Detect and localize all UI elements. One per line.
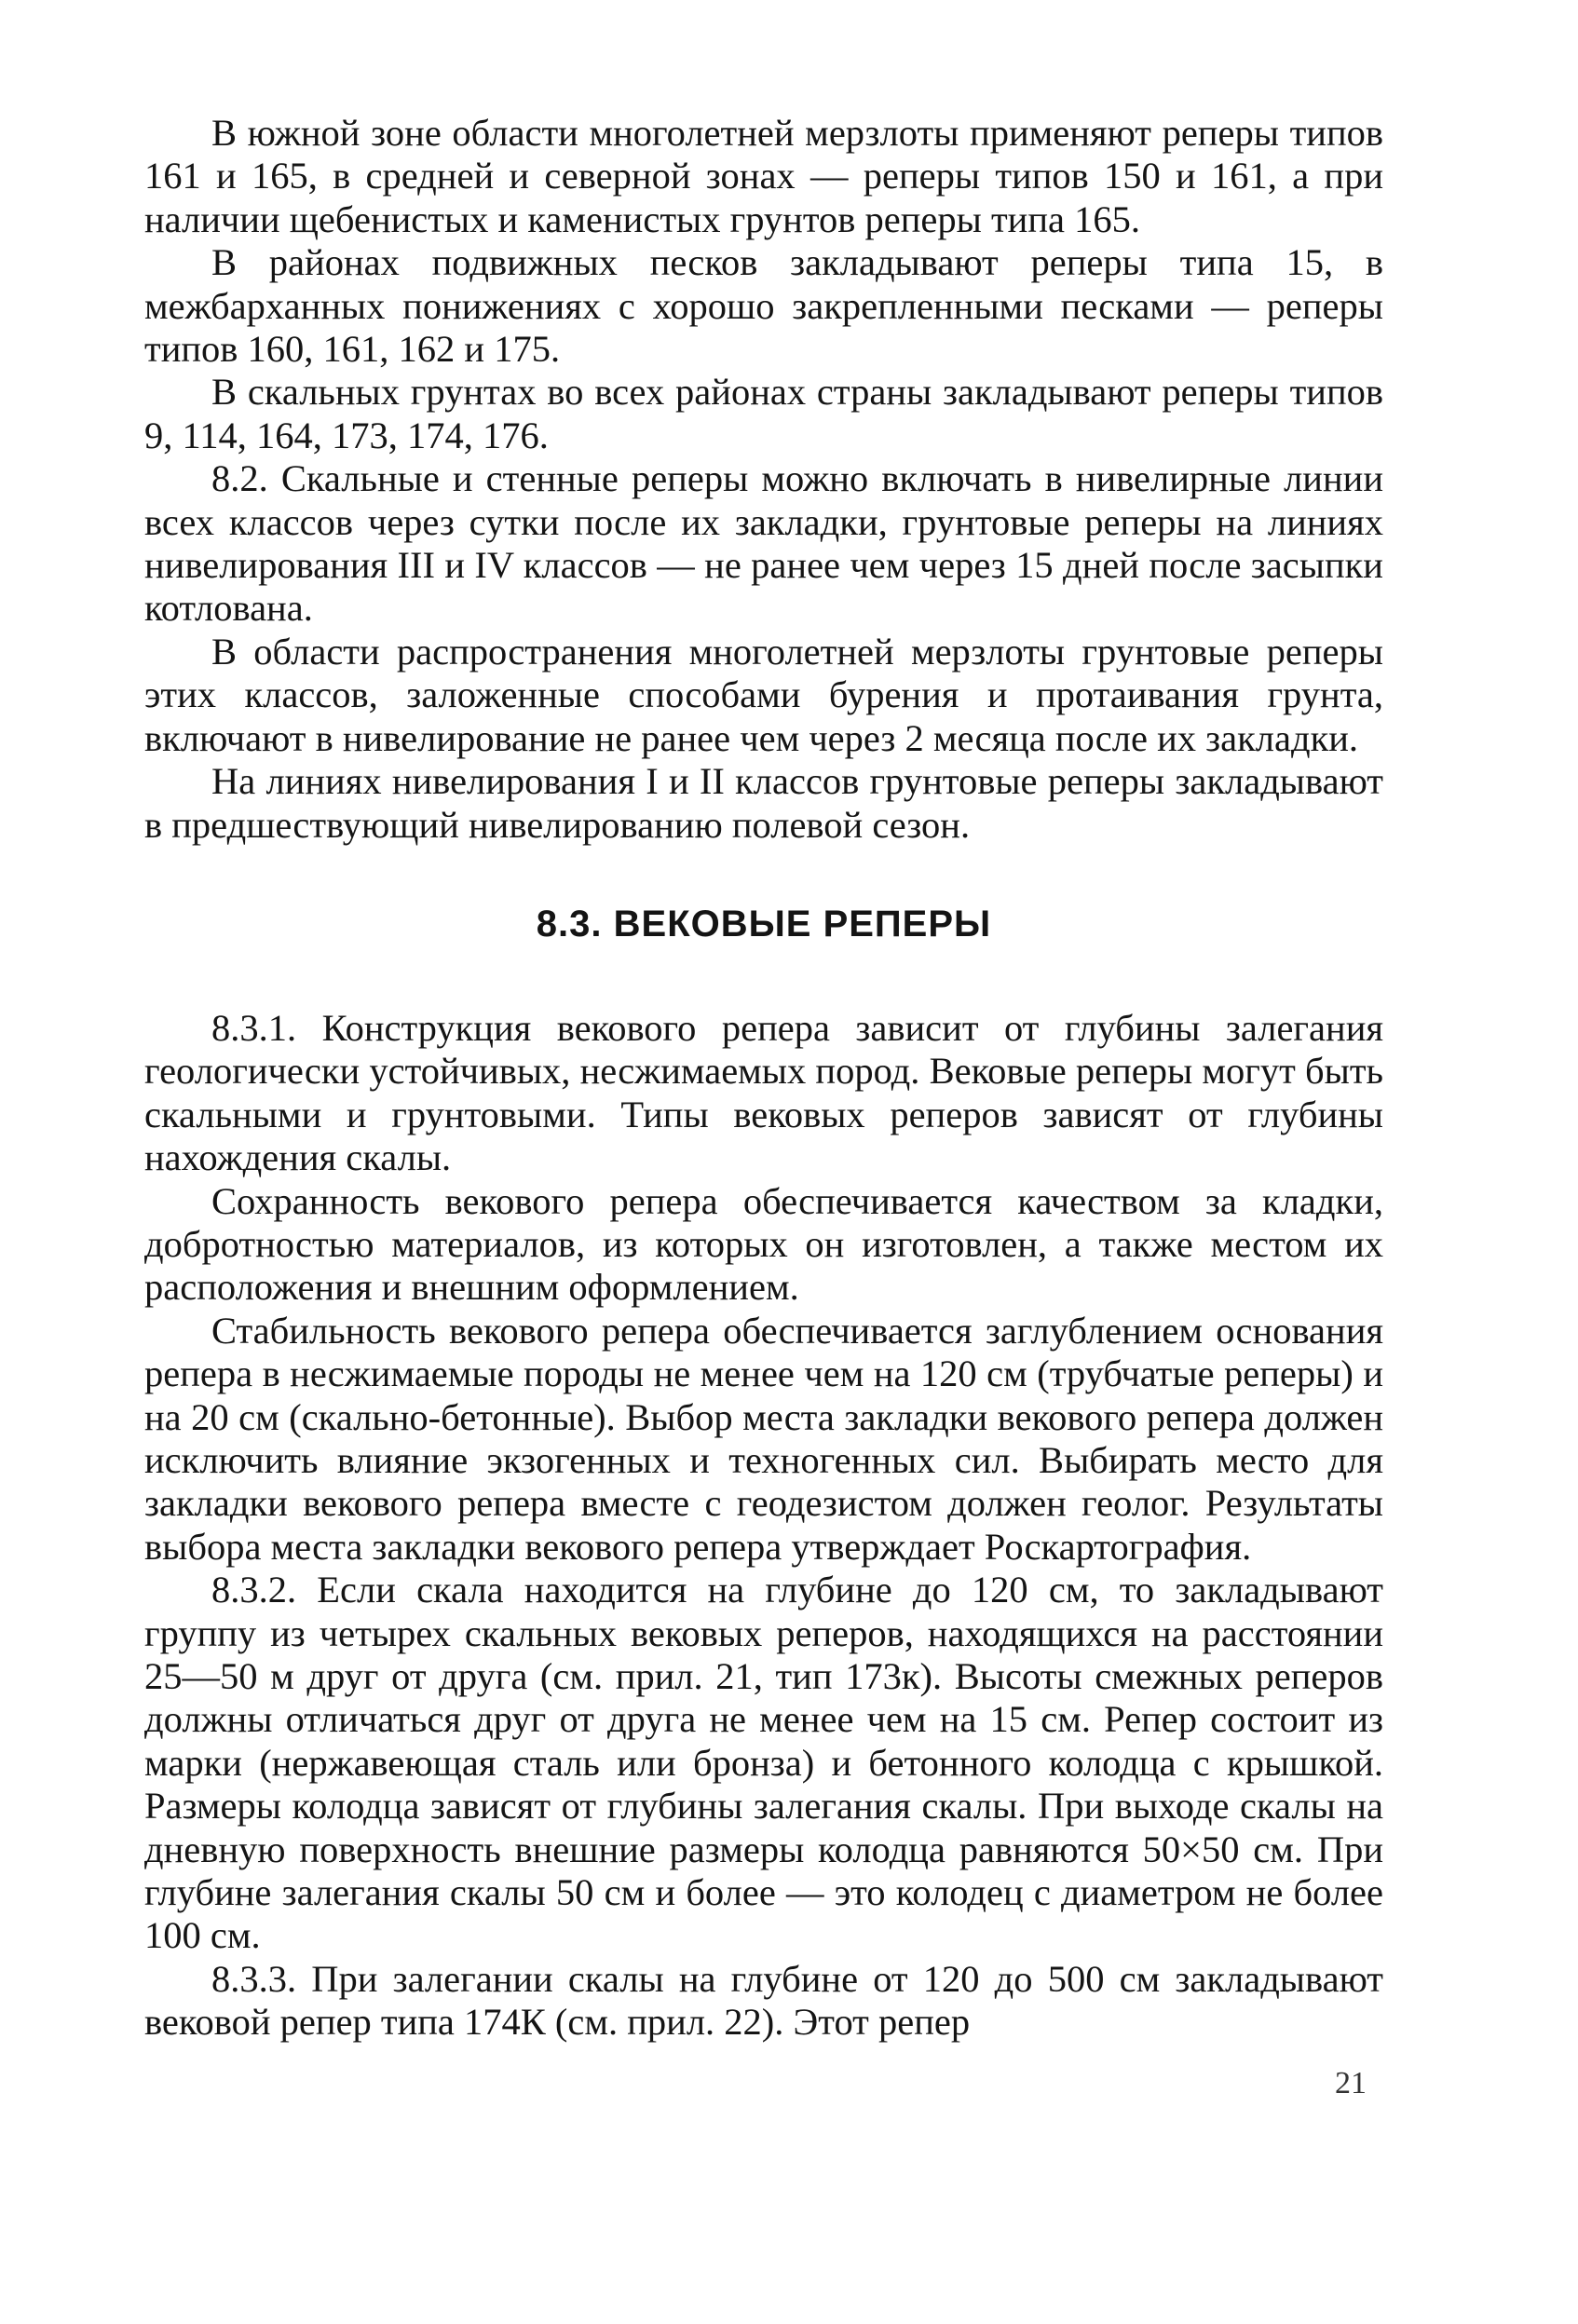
paragraph-rocky-soils: В скальных грунтах во всех районах страны закладывают реперы типов 9, 114, 164, 173, 174, 176. — [144, 371, 1383, 456]
paragraph-preservation: Сохранность векового репера обеспечивается качеством за кладки, добротностью материалов, из которых он изготовлен, а также местом их расположения и внешним оформлением. — [144, 1179, 1383, 1309]
paragraph-8-3-1: 8.3.1. Конструкция векового репера зависит от глубины залегания геологически устойчивых, несжимаемых пород. Вековые реперы могут быть скальными и грунтовыми. Типы вековых реперов зависят от глубины нахождения скалы. — [144, 1006, 1383, 1179]
paragraph-permafrost: В области распространения многолетней мерзлоты грунтовые реперы этих классов, заложенные способами бурения и протаивания грунта, включают в нивелирование не ранее чем через 2 месяца после их закладки. — [144, 630, 1383, 759]
paragraph-8-2: 8.2. Скальные и стенные реперы можно включать в нивелирные линии всех классов через сутки после их закладки, грунтовые реперы на линиях нивелирования III и IV классов — не ранее чем через 15 дней после засыпки котлована. — [144, 457, 1383, 630]
page-number: 21 — [1335, 2066, 1367, 2100]
document-page — [144, 112, 1383, 2045]
paragraph-stability: Стабильность векового репера обеспечивается заглублением основания репера в несжимаемые породы не менее чем на 120 см (трубчатые реперы) и на 20 см (скально-бетонные). Выбор места закладки векового репера должен исключить влияние экзогенных и техногенных сил. Выбирать место для закладки векового репера вместе с геодезистом должен геолог. Результаты выбора места закладки векового репера утверждает Роскартография. — [144, 1309, 1383, 1568]
section-heading: 8.3. ВЕКОВЫЕ РЕПЕРЫ — [536, 903, 992, 945]
paragraph-8-3-3: 8.3.3. При залегании скалы на глубине от 120 до 500 см закладывают вековой репер типа 174К (см. прил. 22). Этот репер — [144, 1957, 1383, 2044]
paragraph-moving-sands: В районах подвижных песков закладывают реперы типа 15, в межбарханных понижениях с хорошо закрепленными песками — реперы типов 160, 161, 162 и 175. — [144, 241, 1383, 371]
paragraph-8-3-2: 8.3.2. Если скала находится на глубине до 120 см, то закладывают группу из четырех скальных вековых реперов, находящихся на расстоянии 25—50 м друг от друга (см. прил. 21, тип 173к). Высоты смежных реперов должны отличаться друг от друга не менее чем на 15 см. Репер состоит из марки (нержавеющая сталь или бронза) и бетонного колодца с крышкой. Размеры колодца зависят от глубины залегания скалы. При выходе скалы на дневную поверхность внешние размеры колодца равняются 50×50 см. При глубине залегания скалы 50 см и более — это колодец с диаметром не более 100 см. — [144, 1569, 1383, 1957]
paragraph-southern-zone: В южной зоне области многолетней мерзлоты применяют реперы типов 161 и 165, в средней и северной зонах — реперы типов 150 и 161, а при наличии щебенистых и каменистых грунтов реперы типа 165. — [144, 112, 1383, 240]
paragraph-class-i-ii: На линиях нивелирования I и II классов грунтовые реперы закладывают в предшествующий нивелированию полевой сезон. — [144, 760, 1383, 846]
